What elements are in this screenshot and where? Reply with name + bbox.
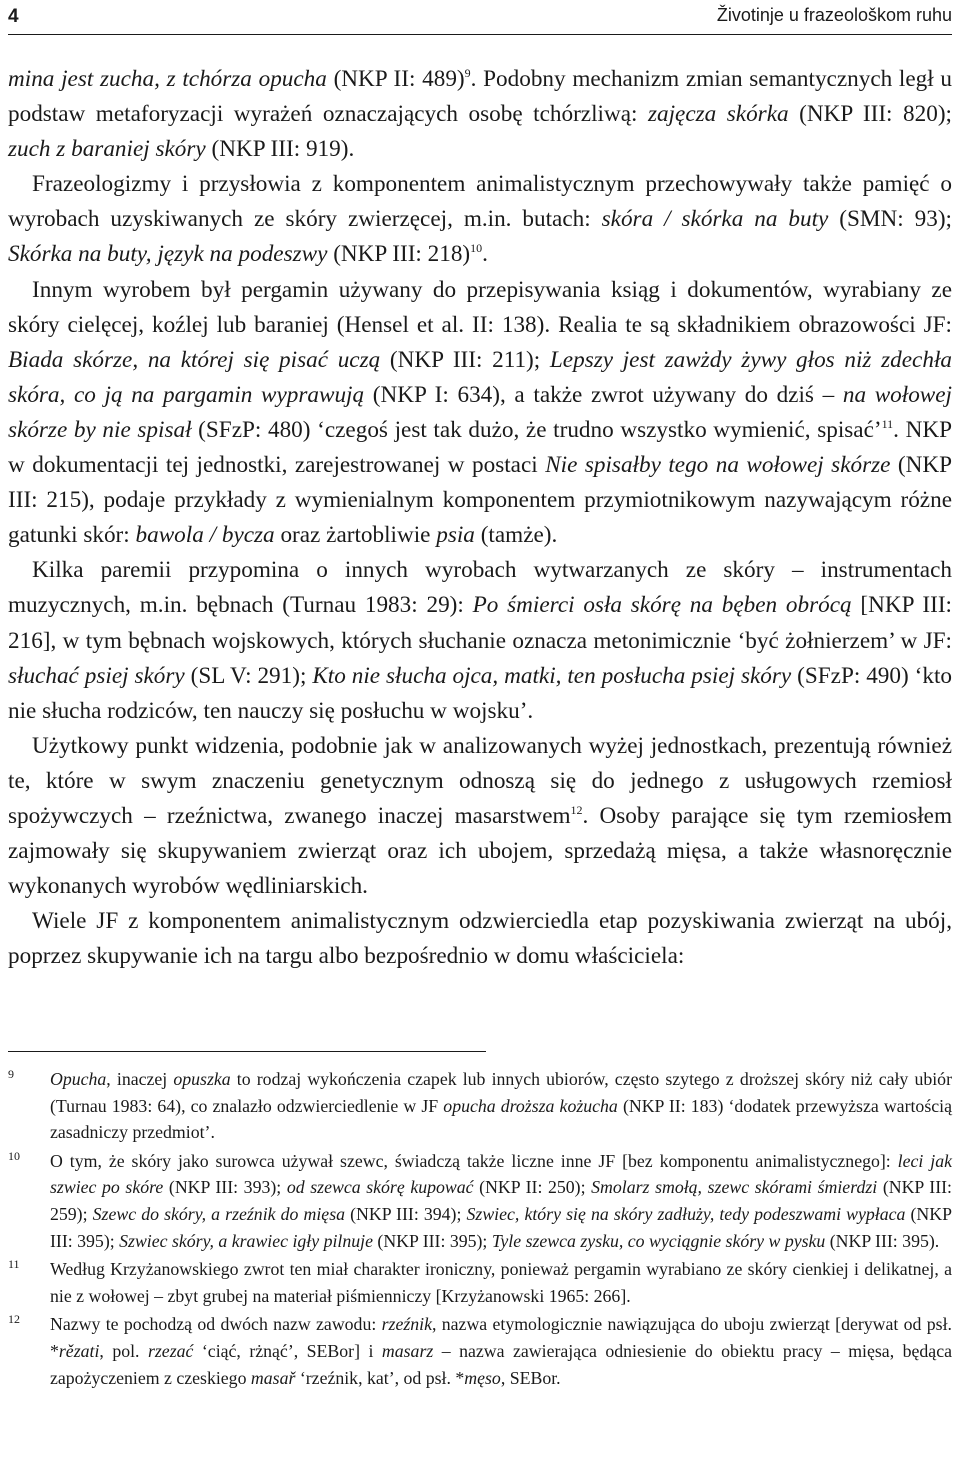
page-header [8,0,952,38]
text-italic: mina jest zucha, z tchórza opucha [8,66,327,92]
text-italic: Po śmierci osła skórę na bęben obrócą [472,592,852,619]
footnote-number: 10 [8,1148,20,1163]
footnote-11 [8,1256,952,1309]
text-italic: rzeźnik [381,1314,432,1335]
text-run: (NKP III: 215), podaje przykłady z wymienialnym komponentem przymiotnikowym nazywającym różne gatunki skór: [8,452,953,549]
text-italic: psia [436,522,475,549]
text-italic: opuszka [173,1069,231,1089]
text-run: (NKP III: 393); [163,1177,287,1198]
text-italic: bawola / bycza [135,522,275,549]
paragraph-1 [8,62,952,167]
footnote-separator [8,1051,486,1052]
page-number: 4 [8,6,19,27]
footnote-ref-12[interactable]: 12 [570,802,583,817]
text-run: . [482,241,488,268]
text-run: (SFzP: 490) ‘kto nie słucha rodziców, ten nauczy się posłuchu w wojsku’. [8,662,952,724]
text-run: Frazeologizmy i przysłowia z komponentem animalistycznym przechowywały także pamięć o wyrobach uzyskiwanych ze skóry zwierzęcej, m.in. butach: [8,171,952,233]
text-italic: leci jak szwiec po skóre [50,1150,952,1198]
text-run: (NKP III: 211); [380,346,550,373]
text-run: (NKP II: 250); [473,1177,592,1198]
text-italic: Lepszy jest zawżdy żywy głos niż zdechła skóra, co ją na pargamin wyprawują [8,346,952,408]
text-run: Wiele JF z komponentem animalistycznym odzwierciedla etap pozyskiwania zwierząt na ubój, poprzez skupywanie ich na targu albo bezpośrednio w domu właściciela: [8,908,952,970]
text-italic: opucha droższa kożucha [443,1095,618,1116]
text-italic: Smolarz smołą, szewc skórami śmierdzi [591,1177,878,1198]
text-italic: Szwiec skóry, a krawiec igły pilnuje [119,1230,373,1251]
text-italic: Opucha [50,1069,107,1089]
paragraph-3 [8,273,952,554]
text-run: . Osoby parające się tym rzemiosłem zajmowały się skupywaniem zwierząt oraz ich ubojem, sprzedażą mięsa, a także własnoręcznie wykonanych wyrobów wędliniarskich. [8,802,952,900]
text-italic: od szewca skórę kupować [286,1177,474,1198]
paragraph-6 [8,904,952,974]
text-run: (NKP III: 218) [327,241,471,268]
footnote-ref-11[interactable]: 11 [881,416,894,431]
text-run: Użytkowy punkt widzenia, podobnie jak w analizowanych wyżej jednostkach, prezentują również te, które w swym znaczeniu genetycznym odnoszą się do jednego z usługowych rzemiosł spożywczych – rzeźnictwa, zwanego inaczej masarstwem [8,732,952,829]
text-run: ‘ciąć, rżnąć’, SEBor] i [193,1340,382,1361]
text-run: (NKP III: 820); [788,101,952,128]
text-run: (SFzP: 480) ‘czegoś jest tak dużo, że trudno wszystko wymienić, spisać’ [191,416,882,443]
text-run: (NKP III: 395); [372,1230,492,1251]
text-italic: Szewc do skóry, a rzeźnik do mięsa [92,1203,346,1224]
running-title: Životinje u frazeološkom ruhu [716,5,952,25]
text-italic: Kto nie słucha ojca, matki, ten posłucha psiej skóry [312,662,792,689]
text-run: , nazwa etymologicznie nawiązująca do uboju zwierząt [derywat od psł. * [50,1314,952,1361]
footnote-ref-9[interactable]: 9 [464,66,471,80]
text-italic: masarz [381,1340,434,1361]
footnote-number: 12 [8,1312,20,1327]
body-text [8,62,952,974]
text-run: (tamże). [474,522,558,549]
text-run: Nazwy te pochodzą od dwóch nazw zawodu: [50,1314,382,1335]
text-run: Według Krzyżanowskiego zwrot ten miał charakter ironiczny, ponieważ pergamin wyrabiano ze skóry cienkiej i delikatnej, a nie z wołowej – zbyt grubej na materiał piśmienniczy [Krzyżanowski 1965: 266]. [50,1259,952,1306]
text-italic: skóra / skórka na buty [601,206,829,233]
paragraph-4 [8,553,952,728]
text-run: (SMN: 93); [828,206,952,233]
text-run: (NKP III: 259); [50,1177,952,1224]
paragraph-5 [8,729,952,904]
text-run: (NKP III: 395); [50,1203,952,1251]
text-run: , inaczej [106,1069,174,1089]
text-run: , pol. [99,1340,148,1361]
footnotes [8,1066,952,1393]
footnote-9 [8,1066,952,1146]
text-italic: masař [250,1367,296,1388]
paragraph-2 [8,167,952,272]
text-run: (SL V: 291); [184,662,313,689]
text-run: , SEBor. [500,1367,561,1388]
footnote-10 [8,1148,952,1254]
text-italic: słuchać psiej skóry [8,662,185,689]
text-run: (NKP II: 183) ‘dodatek przewyższa wartością zasadniczy przedmiot’. [50,1095,952,1143]
text-run: ‘rzeźnik, kat’, od psł. * [295,1367,465,1388]
header-rule [8,34,952,35]
text-run: (NKP III: 395). [825,1230,940,1251]
text-italic: Szwiec, który się na skóry zadłuży, tedy podeszwami wypłaca [466,1203,906,1224]
text-run: Kilka paremii przypomina o innych wyrobach wytwarzanych ze skóry – instrumentach muzycznych, m.in. bębnach (Turnau 1983: 29): [8,557,952,619]
text-run: oraz żartobliwie [274,522,437,549]
text-run: Innym wyrobem był pergamin używany do przepisywania ksiąg i dokumentów, wyrabiany ze skóry cielęcej, koźlej lub baraniej (Hensel et al. II: 138). Realia te są składnikiem obrazowości JF: [8,276,952,338]
text-italic: męso [464,1367,501,1388]
text-run: (NKP I: 634), a także zwrot używany do dziś – [364,381,843,408]
text-italic: rzezać [147,1340,194,1361]
text-italic: Nie spisałby tego na wołowej skórze [545,452,891,479]
text-italic: na wołowej skórze by nie spisał [8,381,952,443]
footnote-ref-10[interactable]: 10 [470,241,483,256]
text-run: . Podobny mechanizm zmian semantycznych legł u podstaw metaforyzacji wyrażeń oznaczających osobę tchórzliwą: [8,66,952,128]
text-italic: zuch z baraniej skóry [8,136,206,163]
text-run: to rodzaj wykończenia czapek lub innych ubiorów, często szytego z droższej skóry niż cały ubiór (Turnau 1983: 64), co znalazło odzwierciedlenie w JF [50,1069,952,1116]
text-run: (NKP II: 489) [326,66,465,92]
text-italic: Tyle szewca zysku, co wyciągnie skóry w pysku [491,1230,826,1251]
text-run: – nazwa zawierająca odniesienie do obiektu pracy – mięsa, będąca zapożyczeniem z czeskiego [50,1340,952,1388]
footnote-number: 9 [8,1067,14,1081]
text-italic: Biada skórze, na której się pisać uczą [8,346,381,373]
footnote-number: 11 [8,1257,20,1272]
text-italic: Skórka na buty, język na podeszwy [8,241,328,268]
text-run: . NKP w dokumentacji tej jednostki, zarejestrowanej w postaci [8,416,952,479]
text-run: (NKP III: 394); [345,1203,467,1224]
text-run: [NKP III: 216], w tym bębnach wojskowych, których słuchanie oznacza metonimicznie ‘być żołnierzem’ w JF: [8,592,952,654]
text-run: O tym, że skóry jako surowca używał szewc, świadczą także liczne inne JF [bez komponentu animalistycznego]: [50,1150,898,1171]
text-italic: zajęcza skórka [647,101,789,128]
text-run: (NKP III: 919). [205,136,355,163]
footnote-12 [8,1311,952,1391]
text-italic: rězati [58,1340,100,1361]
